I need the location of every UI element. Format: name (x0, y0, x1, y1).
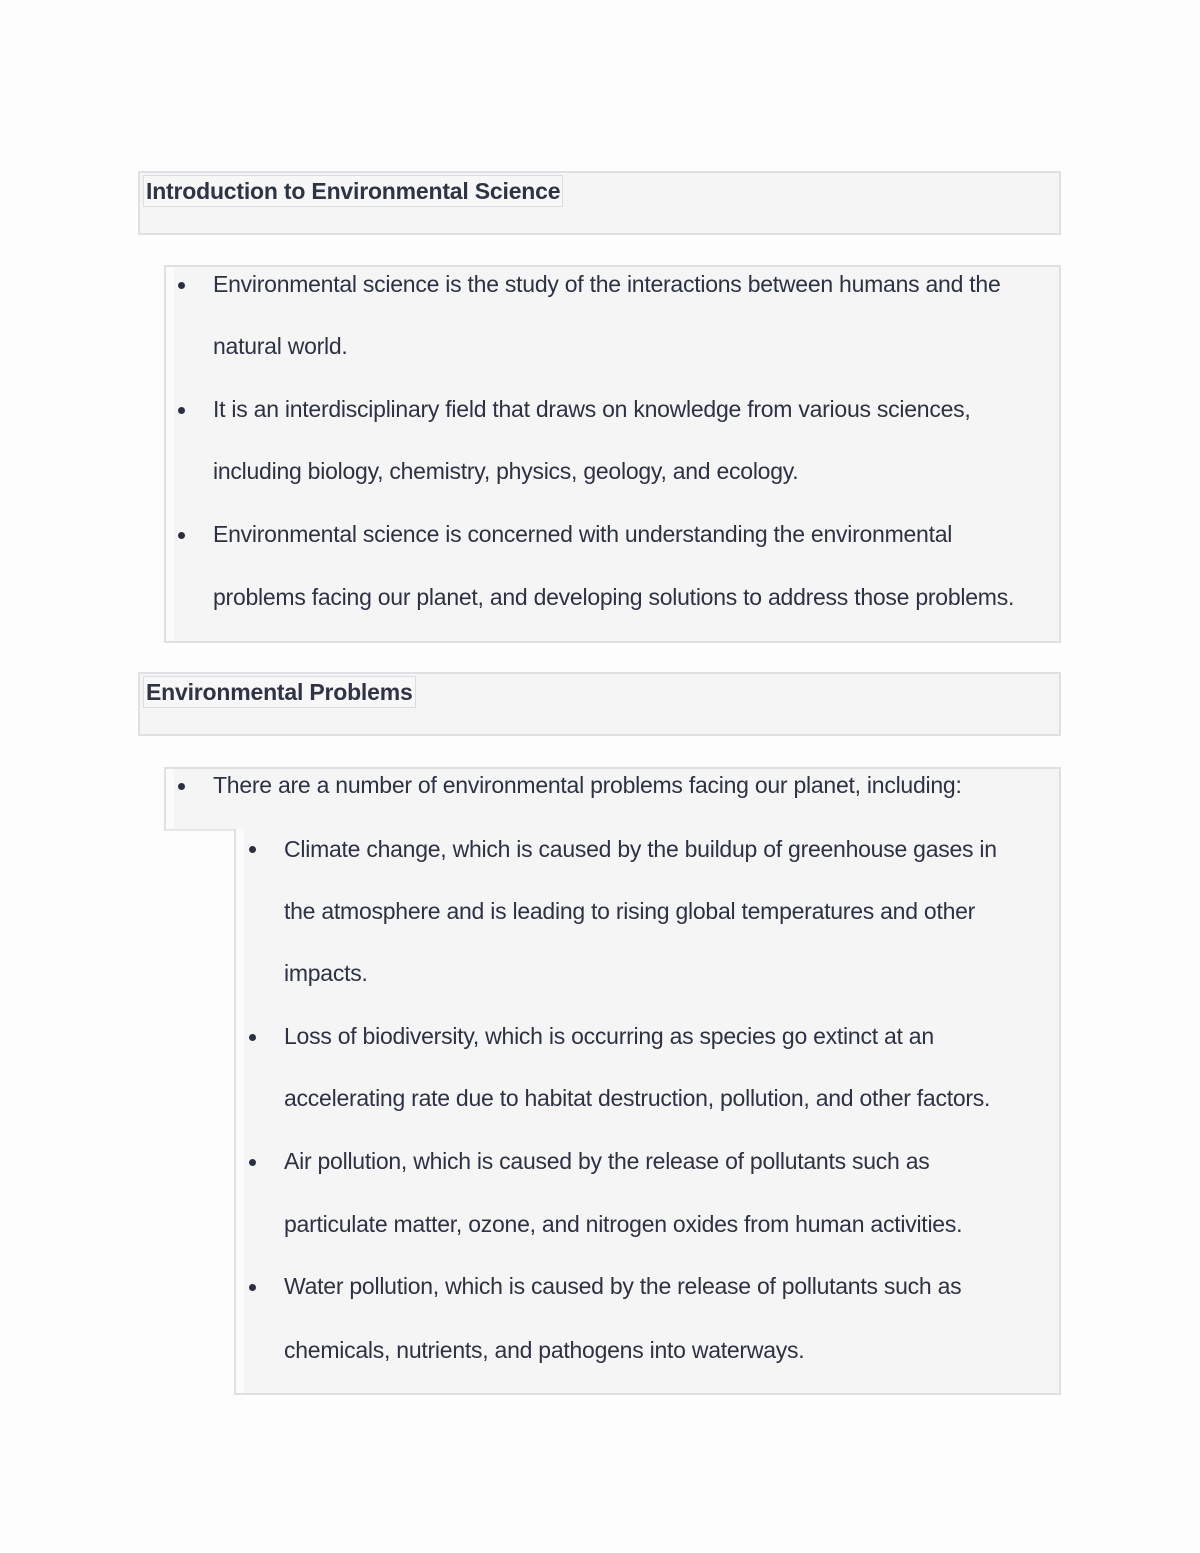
bullet-icon (178, 407, 185, 414)
bullet-icon (178, 282, 185, 289)
list-item-line: impacts. (284, 960, 368, 986)
list-item-line: There are a number of environmental problems facing our planet, including: (213, 772, 962, 798)
bullet-icon (249, 1034, 256, 1041)
section-heading-box (138, 171, 1061, 235)
bullet-icon (178, 783, 185, 790)
list-item-line: Environmental science is concerned with understanding the environmental (213, 521, 953, 547)
list-item-line: the atmosphere and is leading to rising global temperatures and other (284, 898, 976, 924)
list-item-line: particulate matter, ozone, and nitrogen oxides from human activities. (284, 1211, 963, 1237)
section-heading-box (138, 672, 1061, 736)
bullet-icon (249, 1159, 256, 1166)
bullet-icon (249, 1284, 256, 1291)
list-item-line: It is an interdisciplinary field that draws on knowledge from various sciences, (213, 396, 971, 422)
list-item-line: Air pollution, which is caused by the release of pollutants such as (284, 1148, 930, 1174)
list-item-line: including biology, chemistry, physics, geology, and ecology. (213, 458, 799, 484)
section-heading: Introduction to Environmental Science (143, 175, 563, 207)
bullet-icon (249, 846, 256, 853)
list-item-line: problems facing our planet, and developing solutions to address those problems. (213, 584, 1015, 610)
list-item-line: natural world. (213, 333, 348, 359)
list-item-line: chemicals, nutrients, and pathogens into waterways. (284, 1337, 805, 1363)
bullet-icon (178, 532, 185, 539)
list-item-line: Loss of biodiversity, which is occurring as species go extinct at an (284, 1023, 934, 1049)
list-item-line: accelerating rate due to habitat destruction, pollution, and other factors. (284, 1085, 991, 1111)
list-item-line: Water pollution, which is caused by the release of pollutants such as (284, 1273, 962, 1299)
list-item-line: Environmental science is the study of the interactions between humans and the (213, 271, 1001, 297)
section-heading: Environmental Problems (143, 676, 416, 708)
list-item-line: Climate change, which is caused by the buildup of greenhouse gases in (284, 836, 997, 862)
